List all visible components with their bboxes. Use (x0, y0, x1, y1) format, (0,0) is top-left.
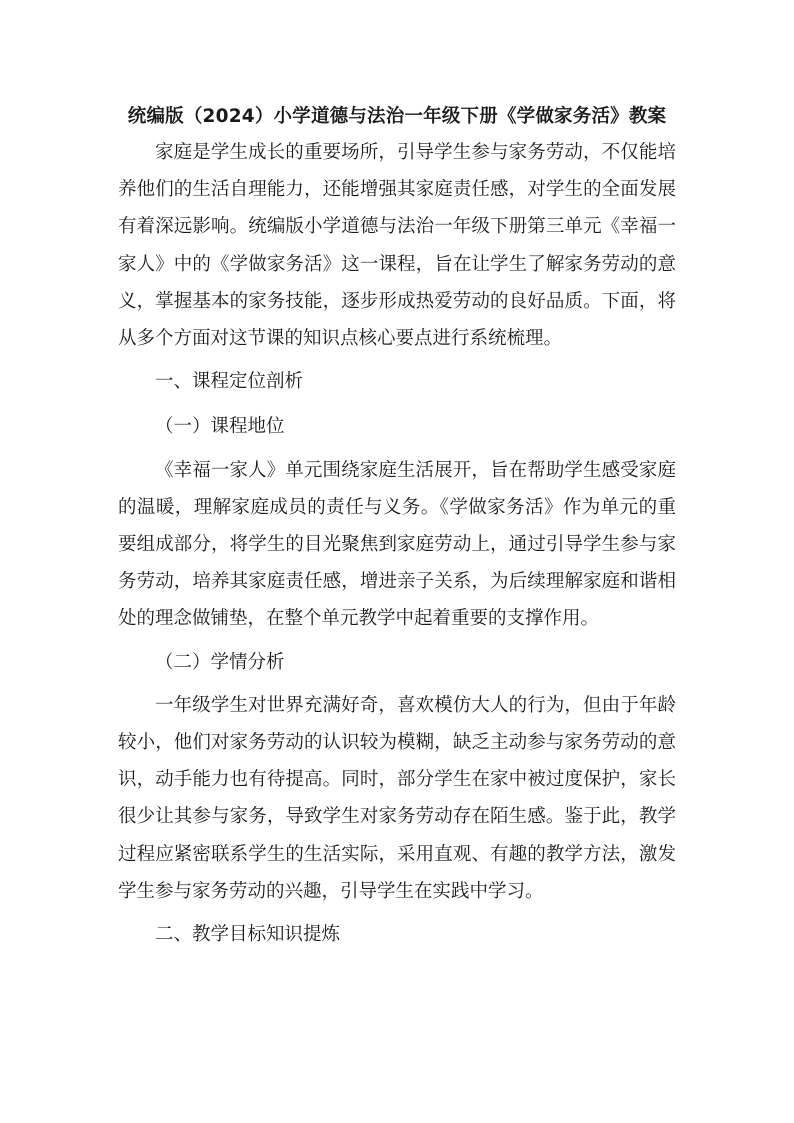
subsection-heading-course-position: （一）课程地位 (155, 416, 285, 438)
student-analysis-paragraph: 一年级学生对世界充满好奇，喜欢模仿大人的行为，但由于年龄较小，他们对家务劳动的认识较为模糊，缺乏主动参与家务劳动的意识，动手能力也有待提高。同时，部分学生在家中被过度保护，家长很少让其参与家务，导致学生对家务劳动存在陌生感。鉴于此，教学过程应紧密联系学生的生活实际，采用直观、有趣的教学方法，激发学生参与家务劳动的兴趣，引导学生在实践中学习。 (118, 694, 676, 902)
subsection-heading-student-analysis: （二）学情分析 (155, 651, 285, 673)
intro-paragraph: 家庭是学生成长的重要场所，引导学生参与家务劳动，不仅能培养他们的生活自理能力，还能增强其家庭责任感，对学生的全面发展有着深远影响。统编版小学道德与法治一年级下册第三单元《幸福一家人》中的《学做家务活》这一课程，旨在让学生了解家务劳动的意义，掌握基本的家务技能，逐步形成热爱劳动的良好品质。下面，将从多个方面对这节课的知识点核心要点进行系统梳理。 (118, 142, 676, 350)
section-heading-1: 一、课程定位剖析 (155, 371, 304, 393)
section-heading-2: 二、教学目标知识提炼 (155, 924, 341, 946)
document-title: 统编版（2024）小学道德与法治一年级下册《学做家务活》教案 (127, 106, 667, 127)
course-position-paragraph: 《幸福一家人》单元围绕家庭生活展开，旨在帮助学生感受家庭的温暖，理解家庭成员的责任与义务。《学做家务活》作为单元的重要组成部分，将学生的目光聚焦到家庭劳动上，通过引导学生参与家务劳动，培养其家庭责任感，增进亲子关系，为后续理解家庭和谐相处的理念做铺垫，在整个单元教学中起着重要的支撑作用。 (118, 459, 676, 630)
